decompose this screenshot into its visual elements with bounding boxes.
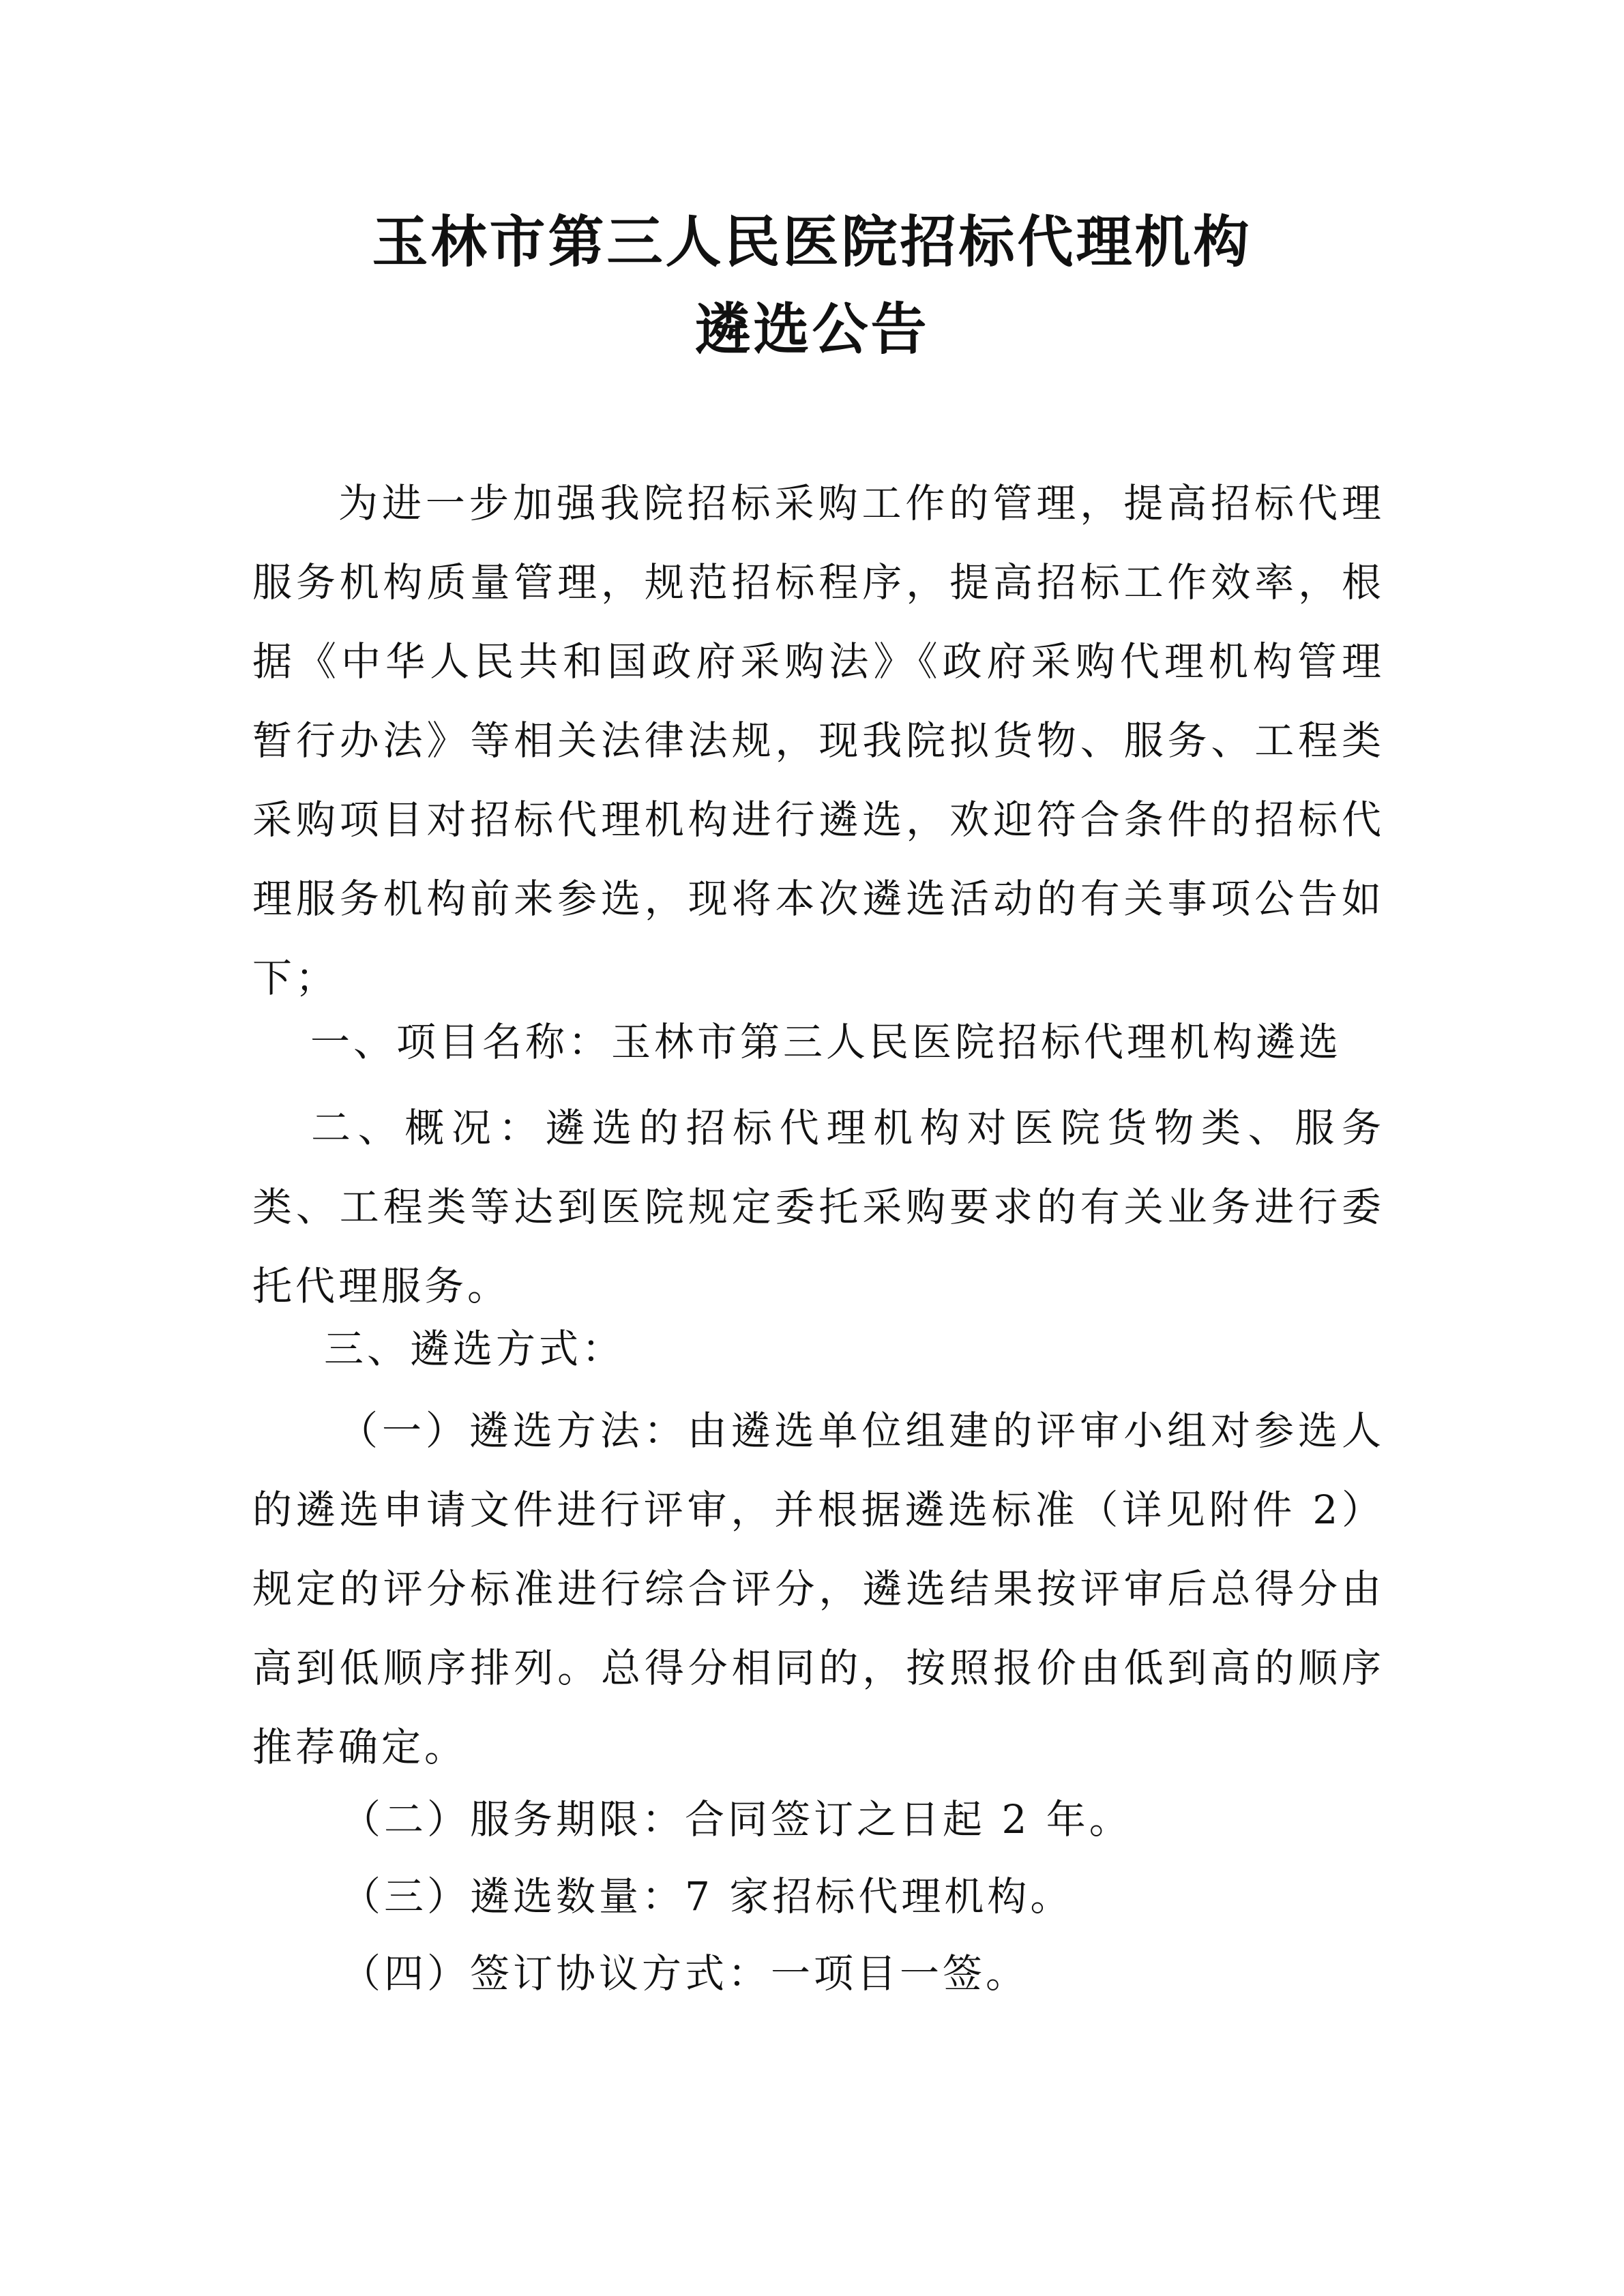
service-period-item: （二）服务期限：合同签订之日起 2 年。 [341, 1796, 1132, 1843]
agreement-method-item: （四）签订协议方式：一项目一签。 [341, 1950, 1029, 1997]
intro-paragraph: 为进一步加强我院招标采购工作的管理，提高招标代理服务机构质量管理，规范招标程序，提高招标工作效率，根据《中华人民共和国政府采购法》《政府采购代理机构管理暂行办法》等相关法律法规，现我院拟货物、服务、工程类采购项目对招标代理机构进行遴选，欢迎符合条件的招标代理服务机构前来参选，现将本次遴选活动的有关事项公告如下； [252, 480, 1385, 1001]
section-selection-method-heading: 三、遴选方式： [324, 1326, 625, 1372]
selection-method-paragraph: （一）遴选方法：由遴选单位组建的评审小组对参选人的遴选申请文件进行评审，并根据遴选标准（详见附件 2）规定的评分标准进行综合评分，遴选结果按评审后总得分由高到低顺序排列。总得分相同的，按照报价由低到高的顺序推荐确定。 [252, 1407, 1385, 1770]
selection-quantity-item: （三）遴选数量：7 家招标代理机构。 [341, 1873, 1074, 1920]
section-project-name: 一、项目名称：玉林市第三人民医院招标代理机构遴选 [310, 1019, 1342, 1065]
document-title-line-1: 玉林市第三人民医院招标代理机构 [372, 210, 1252, 275]
document-title-line-2: 遴选公告 [694, 297, 930, 362]
section-overview: 二、概况：遴选的招标代理机构对医院货物类、服务类、工程类等达到医院规定委托采购要求的有关业务进行委托代理服务。 [252, 1105, 1385, 1309]
